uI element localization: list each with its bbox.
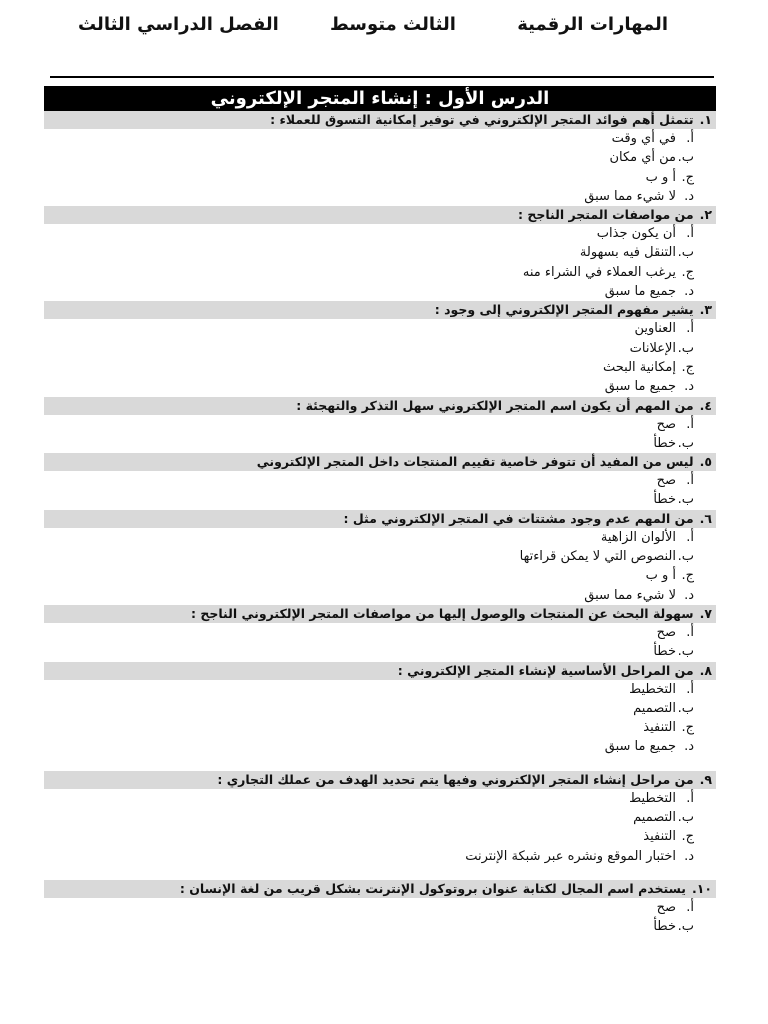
option-text: الألوان الزاهية xyxy=(600,529,676,545)
option-text: التخطيط xyxy=(629,790,676,806)
option-letter: ج. xyxy=(681,720,694,736)
question-text: سهولة البحث عن المنتجات والوصول إليها من مواصفات المتجر الإلكتروني الناجح : xyxy=(191,605,694,621)
option-text: التنفيذ xyxy=(643,829,676,845)
option-letter: أ. xyxy=(686,226,694,242)
answer-option[interactable] xyxy=(44,148,716,167)
answer-option[interactable] xyxy=(44,243,716,262)
answer-option[interactable] xyxy=(44,434,716,453)
option-letter: ب. xyxy=(677,435,694,451)
answer-option[interactable] xyxy=(44,737,716,756)
option-text: جميع ما سبق xyxy=(604,379,676,395)
option-text: صح xyxy=(656,624,676,640)
option-text: أ و ب xyxy=(645,169,676,185)
subject-title: المهارات الرقمية xyxy=(517,14,668,35)
question-block xyxy=(44,397,716,454)
header-divider xyxy=(50,76,714,78)
option-letter: ب. xyxy=(677,644,694,660)
answer-option[interactable] xyxy=(44,699,716,718)
option-letter: أ. xyxy=(686,790,694,806)
answer-option[interactable] xyxy=(44,415,716,434)
option-letter: د. xyxy=(684,739,694,755)
option-text: جميع ما سبق xyxy=(604,284,676,300)
option-text: النصوص التي لا يمكن قراءتها xyxy=(519,549,676,565)
question-block xyxy=(44,301,716,396)
option-text: لا شيء مما سبق xyxy=(584,188,676,204)
question-text: يستخدم اسم المجال لكتابة عنوان بروتوكول الإنترنت بشكل قريب من لغة الإنسان : xyxy=(179,880,686,896)
option-text: يرغب العملاء في الشراء منه xyxy=(522,264,676,280)
question-list xyxy=(44,111,716,937)
answer-option[interactable] xyxy=(44,358,716,377)
option-letter: د. xyxy=(684,379,694,395)
option-text: خطأ xyxy=(653,492,676,508)
option-letter: أ. xyxy=(686,131,694,146)
option-list xyxy=(44,415,716,454)
question-block xyxy=(44,510,716,605)
option-letter: ج. xyxy=(681,359,694,375)
option-list xyxy=(44,319,716,396)
option-letter: ب. xyxy=(677,150,694,166)
option-letter: ب. xyxy=(677,549,694,565)
answer-option[interactable] xyxy=(44,129,716,148)
answer-option[interactable] xyxy=(44,547,716,566)
option-list xyxy=(44,129,716,206)
answer-option[interactable] xyxy=(44,187,716,206)
answer-option[interactable] xyxy=(44,490,716,509)
option-letter: ج. xyxy=(681,829,694,845)
page-header xyxy=(0,14,768,48)
question-number: ٧. xyxy=(699,605,712,621)
question-text: تتمثل أهم فوائد المتجر الإلكتروني في توفير إمكانية التسوق للعملاء : xyxy=(270,112,694,127)
lesson-title: الدرس الأول : إنشاء المتجر الإلكتروني xyxy=(44,86,716,111)
option-letter: أ. xyxy=(686,899,694,915)
answer-option[interactable] xyxy=(44,263,716,282)
question-heading xyxy=(44,510,716,528)
option-text: العناوين xyxy=(634,321,676,337)
option-text: خطأ xyxy=(653,919,676,935)
worksheet xyxy=(44,86,716,937)
answer-option[interactable] xyxy=(44,528,716,547)
question-number: ٣. xyxy=(699,302,712,318)
option-list xyxy=(44,898,716,937)
option-text: أ و ب xyxy=(645,568,676,584)
question-block xyxy=(44,771,716,866)
question-heading xyxy=(44,453,716,471)
option-letter: أ. xyxy=(686,321,694,337)
option-text: التصميم xyxy=(633,810,676,826)
question-number: ٦. xyxy=(699,510,712,526)
option-text: التصميم xyxy=(633,700,676,716)
question-text: من مراحل إنشاء المتجر الإلكتروني وفيها يتم تحديد الهدف من عملك التجاري : xyxy=(217,771,694,787)
question-number: ٨. xyxy=(699,662,712,678)
option-letter: د. xyxy=(684,284,694,300)
option-letter: ج. xyxy=(681,169,694,185)
option-letter: د. xyxy=(684,188,694,204)
spacer xyxy=(44,757,716,771)
answer-option[interactable] xyxy=(44,377,716,396)
grade-title: الثالث متوسط xyxy=(330,14,456,35)
option-letter: ب. xyxy=(677,492,694,508)
option-list xyxy=(44,789,716,866)
term-title: الفصل الدراسي الثالث xyxy=(78,14,279,35)
option-text: اختبار الموقع ونشره عبر شبكة الإنترنت xyxy=(465,848,676,864)
answer-option[interactable] xyxy=(44,827,716,846)
option-text: صح xyxy=(656,899,676,915)
option-list xyxy=(44,680,716,757)
question-heading xyxy=(44,880,716,898)
question-heading xyxy=(44,111,716,129)
option-letter: د. xyxy=(684,587,694,603)
option-letter: أ. xyxy=(686,681,694,697)
option-text: من أي مكان xyxy=(609,150,676,166)
option-letter: أ. xyxy=(686,624,694,640)
option-letter: ج. xyxy=(681,264,694,280)
question-block xyxy=(44,880,716,937)
option-letter: ب. xyxy=(677,810,694,826)
option-letter: ب. xyxy=(677,919,694,935)
option-letter: أ. xyxy=(686,416,694,432)
option-list xyxy=(44,623,716,662)
answer-option[interactable] xyxy=(44,471,716,490)
answer-option[interactable] xyxy=(44,898,716,917)
answer-option[interactable] xyxy=(44,808,716,827)
answer-option[interactable] xyxy=(44,339,716,358)
option-letter: ب. xyxy=(677,340,694,356)
question-heading xyxy=(44,771,716,789)
question-block xyxy=(44,605,716,662)
question-text: ليس من المفيد أن تتوفر خاصية تقييم المنتجات داخل المتجر الإلكتروني xyxy=(256,454,694,470)
option-text: صح xyxy=(656,416,676,432)
option-text: أن يكون جذاب xyxy=(596,226,676,242)
question-block xyxy=(44,662,716,757)
question-text: من المراحل الأساسية لإنشاء المتجر الإلكتروني : xyxy=(397,662,694,678)
answer-option[interactable] xyxy=(44,586,716,605)
option-text: التنقل فيه بسهولة xyxy=(579,245,676,261)
option-text: خطأ xyxy=(653,435,676,451)
question-text: يشير مفهوم المتجر الإلكتروني إلى وجود : xyxy=(434,302,694,318)
option-text: خطأ xyxy=(653,644,676,660)
option-list xyxy=(44,224,716,301)
question-heading xyxy=(44,662,716,680)
question-number: ٩. xyxy=(699,771,712,787)
answer-option[interactable] xyxy=(44,566,716,585)
question-block xyxy=(44,453,716,510)
option-text: في أي وقت xyxy=(611,131,676,146)
question-text: من مواصفات المتجر الناجح : xyxy=(517,207,694,223)
answer-option[interactable] xyxy=(44,789,716,808)
question-heading xyxy=(44,605,716,623)
answer-option[interactable] xyxy=(44,282,716,301)
option-letter: أ. xyxy=(686,473,694,489)
question-heading xyxy=(44,397,716,415)
option-letter: ب. xyxy=(677,700,694,716)
question-heading xyxy=(44,301,716,319)
option-text: لا شيء مما سبق xyxy=(584,587,676,603)
question-block xyxy=(44,206,716,301)
option-letter: د. xyxy=(684,848,694,864)
question-number: ٢. xyxy=(699,207,712,223)
answer-option[interactable] xyxy=(44,718,716,737)
option-text: التخطيط xyxy=(629,681,676,697)
answer-option[interactable] xyxy=(44,680,716,699)
answer-option[interactable] xyxy=(44,642,716,661)
question-text: من المهم أن يكون اسم المتجر الإلكتروني سهل التذكر والتهجئة : xyxy=(296,397,694,413)
question-number: ٥. xyxy=(699,454,712,470)
option-text: إمكانية البحث xyxy=(602,359,676,375)
answer-option[interactable] xyxy=(44,168,716,187)
option-text: التنفيذ xyxy=(643,720,676,736)
question-number: ١٠. xyxy=(691,880,712,896)
question-number: ٤. xyxy=(699,397,712,413)
option-letter: أ. xyxy=(686,529,694,545)
question-number: ١. xyxy=(699,112,712,127)
answer-option[interactable] xyxy=(44,623,716,642)
answer-option[interactable] xyxy=(44,917,716,936)
option-text: الإعلانات xyxy=(629,340,676,356)
spacer xyxy=(44,866,716,880)
option-letter: ب. xyxy=(677,245,694,261)
option-list xyxy=(44,471,716,510)
answer-option[interactable] xyxy=(44,319,716,338)
question-heading xyxy=(44,206,716,224)
answer-option[interactable] xyxy=(44,224,716,243)
option-text: جميع ما سبق xyxy=(604,739,676,755)
option-text: صح xyxy=(656,473,676,489)
option-letter: ج. xyxy=(681,568,694,584)
option-list xyxy=(44,528,716,605)
question-text: من المهم عدم وجود مشتتات في المتجر الإلكتروني مثل : xyxy=(343,510,694,526)
question-block xyxy=(44,111,716,206)
answer-option[interactable] xyxy=(44,847,716,866)
